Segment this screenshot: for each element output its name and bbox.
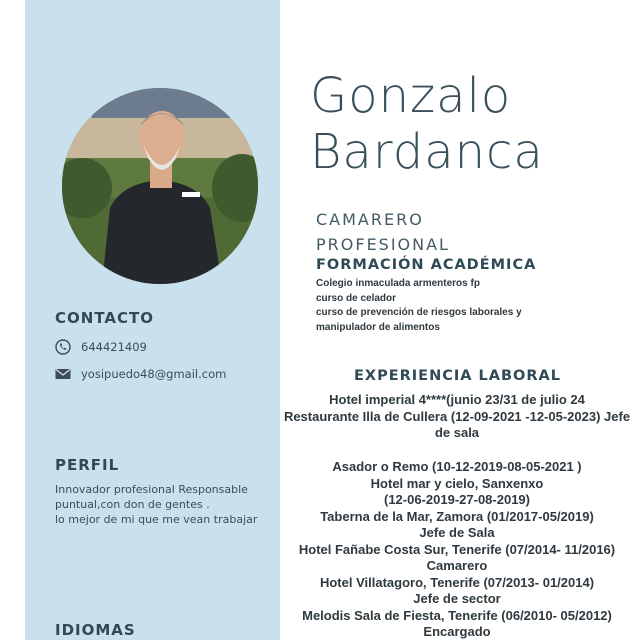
experiencia-line: Taberna de la Mar, Zamora (01/2017-05/2019)	[320, 508, 594, 524]
candidate-name	[310, 68, 544, 180]
last-name: Bardanca	[310, 124, 544, 180]
formacion-item: curso de prevención de riesgos laborales y	[316, 307, 522, 318]
job-title-line1: CAMARERO	[316, 210, 424, 229]
contact-email[interactable]: yosipuedo48@gmail.com	[81, 367, 227, 381]
perfil-text	[55, 482, 270, 527]
perfil-line: lo mejor de mi que me vean trabajar	[55, 513, 258, 526]
experiencia-line: Melodis Sala de Fiesta, Tenerife (06/2010- 05/2012)	[302, 607, 612, 623]
contact-title: CONTACTO	[55, 309, 154, 327]
experiencia-block-1	[282, 392, 632, 442]
experiencia-line: Asador o Remo (10-12-2019-08-05-2021 )	[332, 459, 582, 474]
job-title	[316, 207, 450, 257]
perfil-line: Innovador profesional Responsable	[55, 483, 248, 496]
contact-phone-row	[55, 339, 147, 355]
formacion-list	[316, 277, 522, 335]
experiencia-line: Hotel Fañabe Costa Sur, Tenerife (07/2014- 11/2016)	[298, 541, 616, 557]
formacion-title: FORMACIÓN ACADÉMICA	[316, 257, 537, 273]
job-title-line2: PROFESIONAL	[316, 235, 450, 254]
experiencia-line: Jefe de sector	[413, 591, 501, 606]
experiencia-line: Camarero	[426, 558, 488, 573]
formacion-item: curso de celador	[316, 292, 397, 304]
experiencia-title: EXPERIENCIA LABORAL	[354, 368, 561, 384]
idiomas-title: IDIOMAS	[55, 621, 136, 639]
formacion-item: Colegio inmaculada armenteros fp	[316, 278, 480, 289]
experiencia-line: Restaurante Illa de Cullera (12-09-2021 -12-05-2023) Jefe	[283, 408, 631, 424]
experiencia-line: Hotel Villatagoro, Tenerife (07/2013- 01/2014)	[319, 574, 595, 590]
experiencia-line: Hotel imperial 4****(junio 23/31 de julio 24	[329, 392, 585, 407]
perfil-title: PERFIL	[55, 456, 120, 474]
experiencia-line: Jefe de Sala	[419, 525, 495, 540]
profile-photo	[62, 88, 258, 284]
experiencia-line: (12-06-2019-27-08-2019)	[384, 492, 530, 507]
experiencia-line: Encargado	[423, 624, 491, 639]
mail-icon	[55, 366, 71, 382]
contact-phone: 644421409	[81, 340, 147, 354]
formacion-item: manipulador de alimentos	[316, 321, 440, 333]
experiencia-block-2	[282, 459, 632, 641]
phone-icon	[55, 339, 71, 355]
perfil-line: puntual,con don de gentes .	[55, 498, 210, 511]
experiencia-line: de sala	[434, 425, 480, 440]
experiencia-line: Hotel mar y cielo, Sanxenxo	[370, 475, 544, 491]
contact-email-row	[55, 366, 226, 382]
first-name: Gonzalo	[310, 68, 512, 124]
